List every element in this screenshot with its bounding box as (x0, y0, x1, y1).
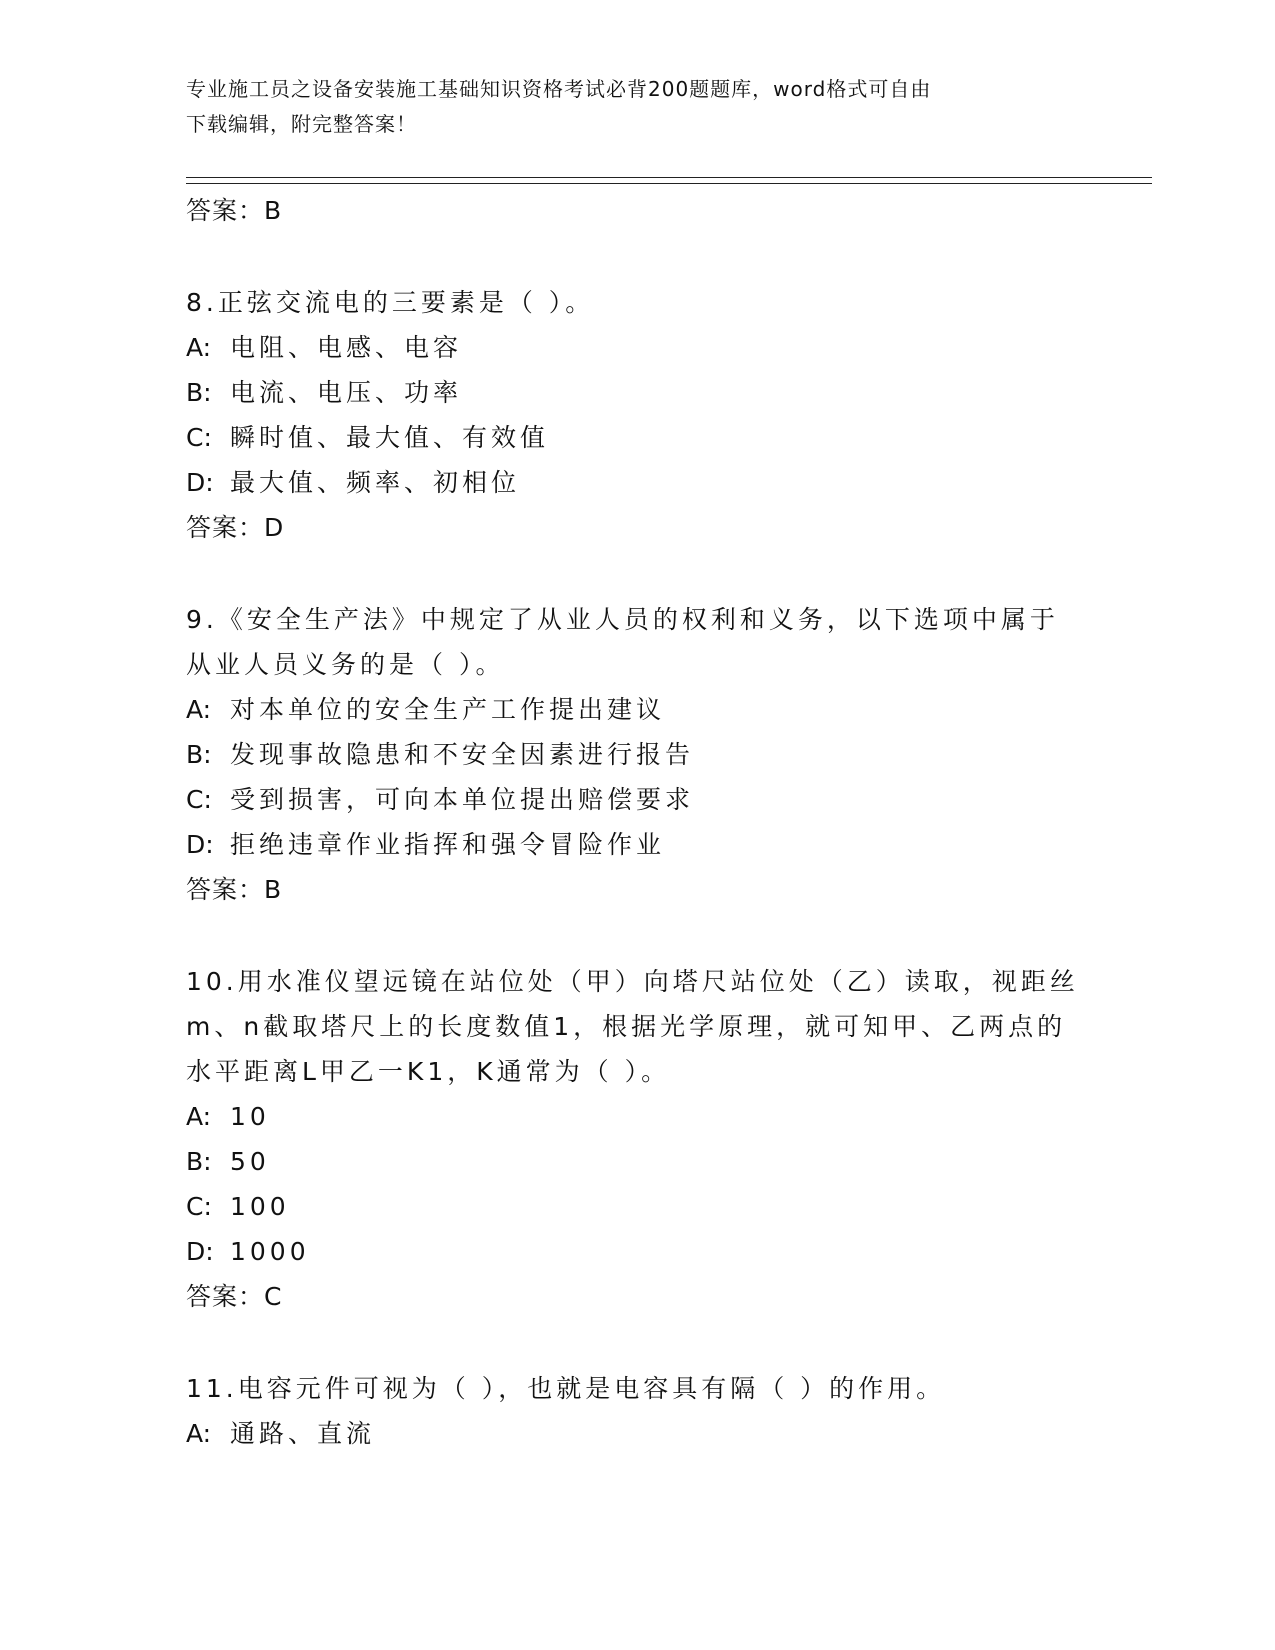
option-text: 对本单位的安全生产工作提出建议 (230, 695, 666, 724)
option-letter: A: (186, 333, 212, 362)
answer-line: 答案：D (186, 513, 285, 542)
option-letter: A: (186, 695, 212, 724)
question-stem: 9.《安全生产法》中规定了从业人员的权利和义务，以下选项中属于 (186, 605, 1059, 634)
option-c (186, 777, 1086, 822)
option-text: 最大值、频率、初相位 (230, 468, 521, 497)
question-stem: 8.正弦交流电的三要素是（ ）。 (186, 288, 595, 317)
option-letter: D: (186, 468, 214, 497)
question-stem: 10.用水准仪望远镜在站位处（甲）向塔尺站位处（乙）读取，视距丝 (186, 967, 1079, 996)
option-letter: D: (186, 830, 214, 859)
option-b (186, 1139, 1086, 1184)
header-rule-top (186, 177, 1152, 178)
option-d (186, 822, 1086, 867)
header-line-2: 下载编辑，附完整答案！ (186, 112, 417, 136)
option-text: 100 (230, 1192, 290, 1221)
option-b (186, 732, 1086, 777)
option-letter: A: (186, 1419, 212, 1448)
question-stem: m、n截取塔尺上的长度数值1，根据光学原理，就可知甲、乙两点的 (186, 1012, 1067, 1041)
question-block (186, 959, 1086, 1319)
header-line-1: 专业施工员之设备安装施工基础知识资格考试必背200题题库，word格式可自由 (186, 77, 932, 101)
header-rule-bottom (186, 183, 1152, 184)
option-text: 通路、直流 (230, 1419, 376, 1448)
option-c (186, 1184, 1086, 1229)
answer-line: 答案：B (186, 875, 283, 904)
option-a (186, 687, 1086, 732)
option-text: 电阻、电感、电容 (230, 333, 463, 362)
option-text: 10 (230, 1102, 270, 1131)
option-a (186, 325, 1086, 370)
option-letter: B: (186, 378, 212, 407)
option-letter: C: (186, 423, 212, 452)
previous-answer: 答案：B (186, 196, 283, 225)
question-stem: 11.电容元件可视为（ ），也就是电容具有隔（ ）的作用。 (186, 1374, 946, 1403)
document-header (186, 72, 1086, 142)
option-text: 电流、电压、功率 (230, 378, 463, 407)
option-letter: B: (186, 1147, 212, 1176)
option-letter: B: (186, 740, 212, 769)
question-stem: 水平距离L甲乙一K1，K通常为（ ）。 (186, 1057, 671, 1086)
option-letter: C: (186, 785, 212, 814)
option-text: 瞬时值、最大值、有效值 (230, 423, 550, 452)
question-block (186, 280, 1086, 550)
question-list (186, 188, 1086, 1456)
option-text: 50 (230, 1147, 270, 1176)
option-letter: A: (186, 1102, 212, 1131)
answer-line: 答案：C (186, 1282, 283, 1311)
option-text: 发现事故隐患和不安全因素进行报告 (230, 740, 695, 769)
option-d (186, 460, 1086, 505)
option-d (186, 1229, 1086, 1274)
option-c (186, 415, 1086, 460)
option-letter: C: (186, 1192, 212, 1221)
question-stem: 从业人员义务的是（ ）。 (186, 650, 505, 679)
option-letter: D: (186, 1237, 214, 1266)
option-a (186, 1411, 1086, 1456)
option-b (186, 370, 1086, 415)
option-text: 1000 (230, 1237, 310, 1266)
question-block (186, 597, 1086, 912)
option-text: 受到损害，可向本单位提出赔偿要求 (230, 785, 695, 814)
question-block (186, 1366, 1086, 1456)
option-a (186, 1094, 1086, 1139)
option-text: 拒绝违章作业指挥和强令冒险作业 (230, 830, 666, 859)
